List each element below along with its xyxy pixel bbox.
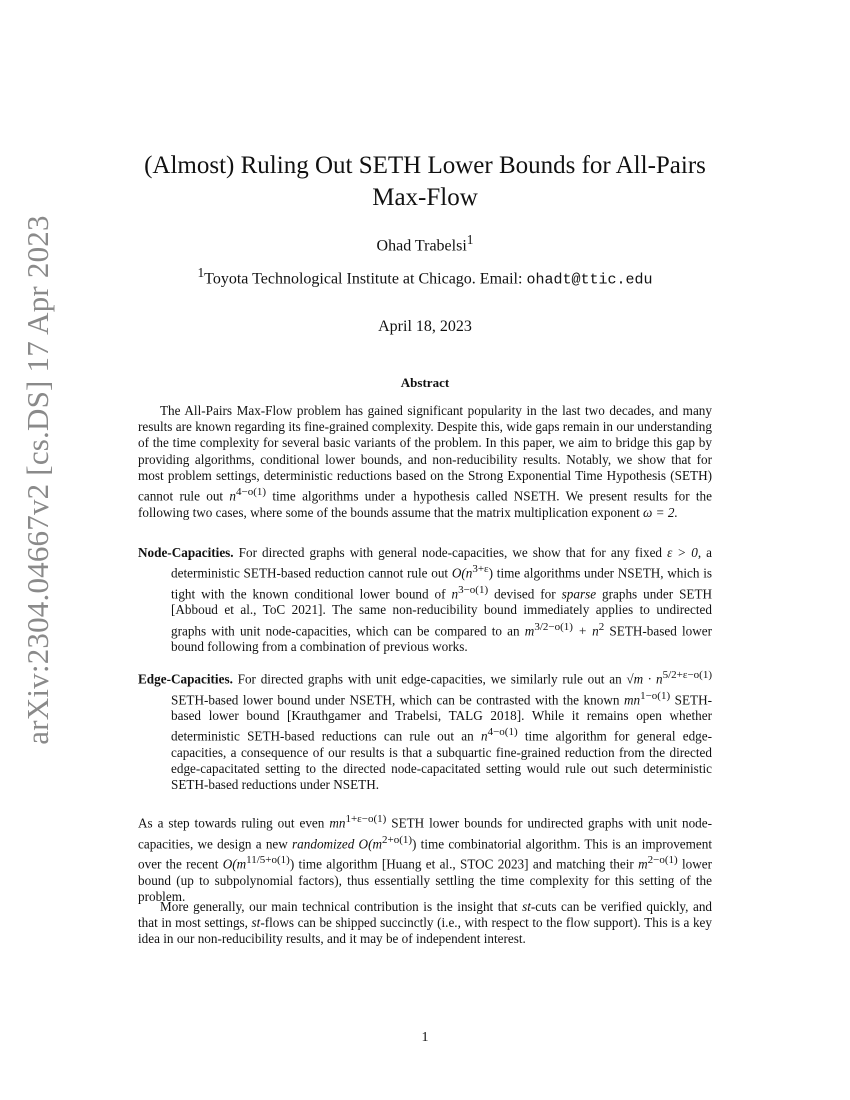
author-line: [0, 232, 850, 255]
edge-capacities-item: Edge-Capacities. For directed graphs with unit edge-capacities, we similarly rule out an $√m \cdot n^{5/2+\varepsilon-o(1)}$ SETH-based lower bound under NSETH, which can be contrasted with the known $mn^{1-o(1)}$ SETH-based lower bound [Krauthgamer and Trabelsi, TALG 2018]. While it remains open whether deterministic SETH-based reductions can rule out an $n^{4-o(1)}$ time algorithm for general edge-capacities, a consequence of our results is that a subquartic fine-grained reduction from the directed edge-capacitated setting to the directed node-capacitated setting would rule out such deterministic SETH-based reductions under NSETH.: [138, 669, 713, 793]
abstract-paragraph-1: The All-Pairs Max-Flow problem has gained significant popularity in the last two decades, and many results are known regarding its fine-grained complexity. Despite this, wide gaps remain in our understanding of the time complexity for several basic variants of the problem. In this paper, we aim to bridge this gap by providing algorithms, conditional lower bounds, and non-reducibility results. Notably, we show that for most problem settings, deterministic reductions based on the Strong Exponential Time Hypothesis (SETH) cannot rule out $n^{4-o(1)}$ time algorithms under a hypothesis called NSETH. We present results for the following two cases, where some of the bounds assume that the matrix multiplication exponent ω = 2.: [138, 403, 712, 520]
paper-date: April 18, 2023: [378, 318, 472, 335]
arxiv-id-text: arXiv:2304.04667v2 [cs.DS] 17 Apr 2023: [20, 215, 55, 745]
affiliation-line: [0, 265, 850, 288]
abstract-paragraph-3: More generally, our main technical contribution is the insight that st-cuts can be verified quickly, and that in most settings, st-flows can be shipped succinctly (i.e., with respect to the flow support). This is a key idea in our non-reducibility results, and it may be of independent interest.: [138, 899, 713, 947]
paper-title: (Almost) Ruling Out SETH Lower Bounds for All-Pairs Max-Flow: [144, 152, 706, 211]
affiliation-text: Toyota Technological Institute at Chicago. Email:: [204, 270, 527, 288]
author-affiliation-mark: 1: [466, 232, 474, 247]
node-capacities-item: Node-Capacities. For directed graphs with general node-capacities, we show that for any fixed ε > 0, a deterministic SETH-based reduction cannot rule out $O(n^{3+\varepsilon})$ time algorithms under NSETH, which is tight with the known conditional lower bound of $n^{3-o(1)}$ devised for sparse graphs under SETH [Abboud et al., ToC 2021]. The same non-reducibility bound immediately applies to undirected graphs with unit node-capacities, which can be compared to an $m^{3/2-o(1)} + n^2$ SETH-based lower bound following from a combination of previous works.: [138, 545, 713, 655]
edge-capacities-label: Edge-Capacities.: [138, 671, 233, 687]
affiliation-mark: 1: [197, 265, 205, 280]
node-capacities-label: Node-Capacities.: [138, 545, 234, 560]
arxiv-identifier-stamp: [16, 0, 60, 1100]
author-email[interactable]: ohadt@ttic.edu: [526, 271, 653, 289]
page-number: 1: [421, 1030, 429, 1045]
abstract-heading: Abstract: [400, 375, 450, 390]
abstract-paragraph-2: As a step towards ruling out even $mn^{1+\varepsilon-o(1)}$ SETH lower bounds for undirected graphs with unit node-capacities, we design a new randomized $O(m^{2+o(1)})$ time combinatorial algorithm. This is an improvement over the recent $O(m^{11/5+o(1)})$ time algorithm [Huang et al., STOC 2023] and matching their $m^{2-o(1)}$ lower bound (up to subpolynomial factors), thus essentially settling the time complexity for this setting of the problem.: [138, 813, 713, 904]
author-name: Ohad Trabelsi: [376, 237, 467, 255]
